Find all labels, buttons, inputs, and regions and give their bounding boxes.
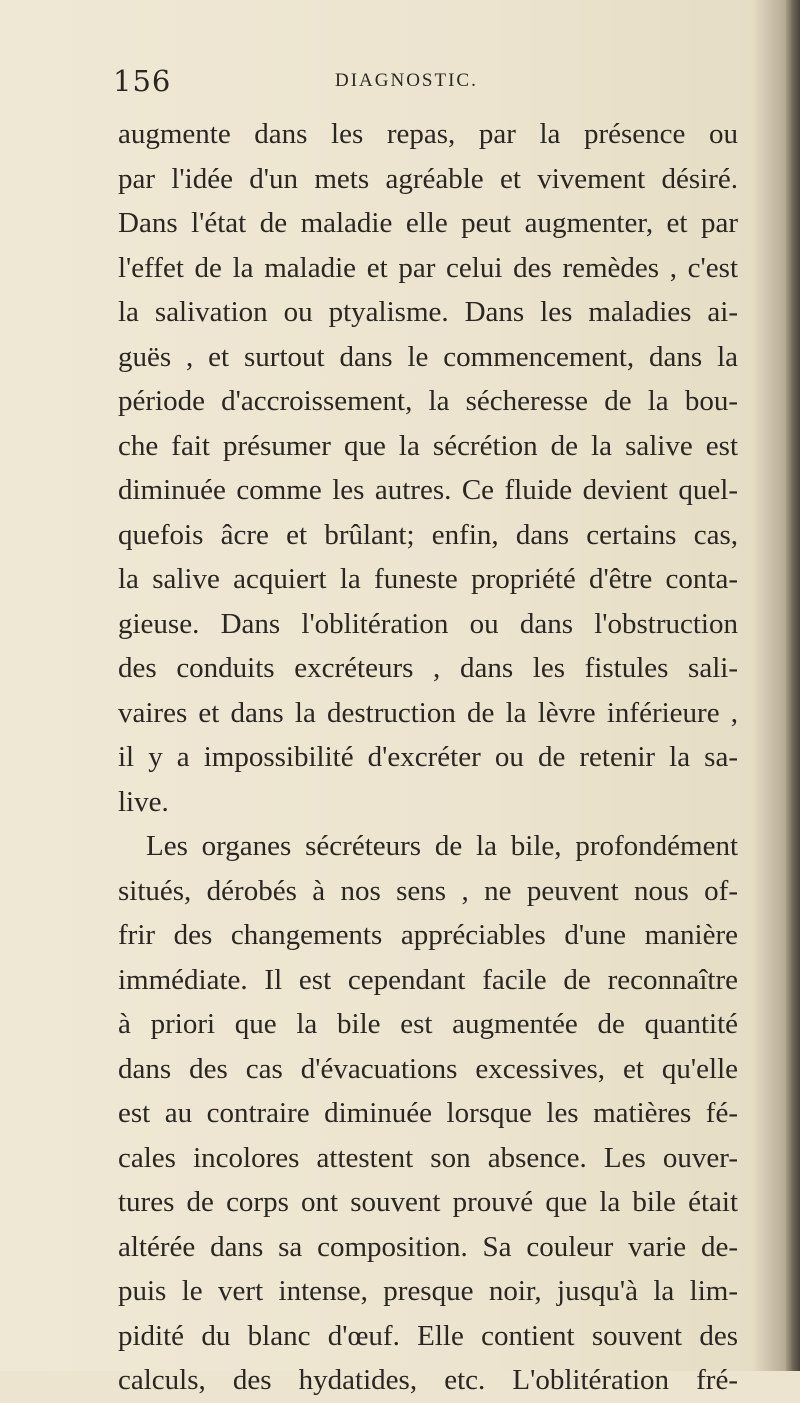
text-line: guës , et surtout dans le commencement, dans la xyxy=(118,340,738,373)
text-line: live. xyxy=(118,785,169,818)
text-line: immédiate. Il est cependant facile de reconnaître xyxy=(118,963,738,996)
running-head: DIAGNOSTIC. xyxy=(335,70,478,91)
text-line: diminuée comme les autres. Ce fluide devient quel- xyxy=(118,474,738,506)
text-line: Les organes sécréteurs de la bile, profondément xyxy=(146,830,738,862)
text-line: calculs, des hydatides, etc. L'oblitération fré- xyxy=(118,1364,738,1396)
text-line: vaires et dans la destruction de la lèvre inférieure , xyxy=(118,696,738,729)
page-header xyxy=(113,64,733,104)
text-line: altérée dans sa composition. Sa couleur varie de- xyxy=(118,1230,738,1263)
page-edge-shadow xyxy=(786,0,800,1371)
text-line: Dans l'état de maladie elle peut augmenter, et par xyxy=(118,207,738,239)
text-line: la salive acquiert la funeste propriété d'être conta- xyxy=(118,563,738,595)
text-line: à priori que la bile est augmentée de quantité xyxy=(118,1008,738,1040)
text-line: des conduits excréteurs , dans les fistules sali- xyxy=(118,652,738,684)
text-line: tures de corps ont souvent prouvé que la bile était xyxy=(118,1186,738,1218)
text-line: l'effet de la maladie et par celui des remèdes , c'est xyxy=(118,251,738,284)
text-line: par l'idée d'un mets agréable et vivement désiré. xyxy=(118,162,738,195)
page-number: 156 xyxy=(113,64,172,98)
text-line: frir des changements appréciables d'une manière xyxy=(118,919,738,951)
text-line: il y a impossibilité d'excréter ou de retenir la sa- xyxy=(118,741,738,773)
text-line: situés, dérobés à nos sens , ne peuvent nous of- xyxy=(118,874,738,907)
text-line: che fait présumer que la sécrétion de la salive est xyxy=(118,429,738,462)
text-line: période d'accroissement, la sécheresse de la bou- xyxy=(118,385,738,417)
text-line: dans des cas d'évacuations excessives, et qu'elle xyxy=(118,1052,738,1085)
text-line: la salivation ou ptyalisme. Dans les maladies ai- xyxy=(118,296,738,328)
text-line: augmente dans les repas, par la présence ou xyxy=(118,118,738,150)
text-line: pidité du blanc d'œuf. Elle contient souvent des xyxy=(118,1319,738,1352)
text-line: quefois âcre et brûlant; enfin, dans certains cas, xyxy=(118,518,738,551)
text-line: cales incolores attestent son absence. Les ouver- xyxy=(118,1141,738,1174)
text-line: puis le vert intense, presque noir, jusqu'à la lim- xyxy=(118,1275,738,1307)
body-text xyxy=(118,112,738,1403)
text-line: est au contraire diminuée lorsque les matières fé- xyxy=(118,1097,738,1129)
text-line: gieuse. Dans l'oblitération ou dans l'obstruction xyxy=(118,607,738,640)
